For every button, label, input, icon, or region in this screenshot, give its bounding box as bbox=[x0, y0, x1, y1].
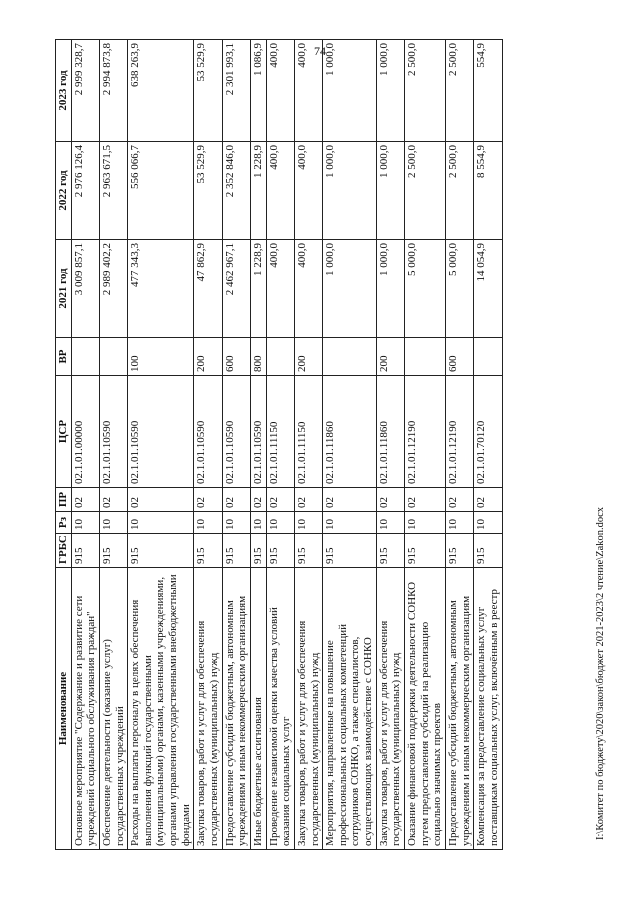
cell-vr bbox=[405, 338, 446, 376]
cell-pr: 02 bbox=[323, 488, 377, 512]
cell-grbs: 915 bbox=[71, 534, 99, 568]
cell-name: Расходы на выплаты персоналу в целях обеспечения выполнения функций государственными (муниципальными) органами, казенными учреждениями, органами управления государственными внебюджетными фондами bbox=[128, 568, 194, 850]
cell-pr: 02 bbox=[222, 488, 250, 512]
cell-name: Закупка товаров, работ и услуг для обеспечения государственных (муниципальных) нужд bbox=[194, 568, 222, 850]
cell-vr: 100 bbox=[128, 338, 194, 376]
rotated-table-container bbox=[55, 40, 606, 850]
cell-name: Иные бюджетные ассигнования bbox=[250, 568, 266, 850]
table-row bbox=[445, 40, 473, 850]
cell-2022: 2 352 846,0 bbox=[222, 142, 250, 240]
cell-2022: 2 976 126,4 bbox=[71, 142, 99, 240]
cell-2023: 1 086,9 bbox=[250, 40, 266, 142]
cell-2022: 1 228,9 bbox=[250, 142, 266, 240]
header-rz: Рз bbox=[56, 512, 72, 534]
cell-pr: 02 bbox=[376, 488, 404, 512]
cell-2021: 47 862,9 bbox=[194, 240, 222, 338]
cell-pr: 02 bbox=[474, 488, 502, 512]
cell-grbs: 915 bbox=[323, 534, 377, 568]
cell-csr: 02.1.01.10590 bbox=[194, 376, 222, 488]
table-header-row bbox=[56, 40, 72, 850]
header-pr: ПР bbox=[56, 488, 72, 512]
cell-name: Обеспечение деятельности (оказание услуг) государственных учреждений bbox=[99, 568, 127, 850]
cell-2023: 2 500,0 bbox=[405, 40, 446, 142]
cell-name: Компенсация за предоставление социальных услуг поставщикам социальных услуг, включённым в реестр bbox=[474, 568, 502, 850]
header-2021: 2021 год bbox=[56, 240, 72, 338]
cell-2022: 400,0 bbox=[294, 142, 322, 240]
cell-rz: 10 bbox=[474, 512, 502, 534]
cell-csr: 02.1.01.11150 bbox=[266, 376, 294, 488]
cell-csr: 02.1.01.12190 bbox=[445, 376, 473, 488]
cell-vr: 200 bbox=[194, 338, 222, 376]
cell-csr: 02.1.01.00000 bbox=[71, 376, 99, 488]
table-row bbox=[222, 40, 250, 850]
cell-2023: 2 999 328,7 bbox=[71, 40, 99, 142]
cell-rz: 10 bbox=[194, 512, 222, 534]
cell-2022: 8 554,9 bbox=[474, 142, 502, 240]
cell-csr: 02.1.01.10590 bbox=[250, 376, 266, 488]
cell-2022: 2 500,0 bbox=[445, 142, 473, 240]
cell-rz: 10 bbox=[376, 512, 404, 534]
cell-pr: 02 bbox=[294, 488, 322, 512]
cell-grbs: 915 bbox=[222, 534, 250, 568]
cell-pr: 02 bbox=[405, 488, 446, 512]
cell-csr: 02.1.01.10590 bbox=[99, 376, 127, 488]
cell-pr: 02 bbox=[250, 488, 266, 512]
header-vr: ВР bbox=[56, 338, 72, 376]
cell-grbs: 915 bbox=[250, 534, 266, 568]
cell-2021: 400,0 bbox=[294, 240, 322, 338]
cell-grbs: 915 bbox=[405, 534, 446, 568]
cell-csr: 02.1.01.11860 bbox=[376, 376, 404, 488]
cell-grbs: 915 bbox=[445, 534, 473, 568]
cell-name: Оказание финансовой поддержки деятельности СОНКО путем предоставления субсидий на реализацию социально значимых проектов bbox=[405, 568, 446, 850]
cell-rz: 10 bbox=[323, 512, 377, 534]
header-name: Наименование bbox=[56, 568, 72, 850]
cell-2022: 2 500,0 bbox=[405, 142, 446, 240]
cell-rz: 10 bbox=[405, 512, 446, 534]
cell-vr: 200 bbox=[376, 338, 404, 376]
budget-table bbox=[55, 39, 503, 850]
cell-grbs: 915 bbox=[376, 534, 404, 568]
table-row bbox=[128, 40, 194, 850]
cell-2021: 5 000,0 bbox=[445, 240, 473, 338]
cell-name: Предоставление субсидий бюджетным, автономным учреждениям и иным некоммерческим организациям bbox=[222, 568, 250, 850]
cell-grbs: 915 bbox=[266, 534, 294, 568]
cell-2021: 1 000,0 bbox=[323, 240, 377, 338]
cell-grbs: 915 bbox=[474, 534, 502, 568]
cell-grbs: 915 bbox=[99, 534, 127, 568]
cell-pr: 02 bbox=[128, 488, 194, 512]
cell-name: Предоставление субсидий бюджетным, автономным учреждениям и иным некоммерческим организациям bbox=[445, 568, 473, 850]
cell-vr: 600 bbox=[445, 338, 473, 376]
cell-rz: 10 bbox=[445, 512, 473, 534]
cell-vr bbox=[99, 338, 127, 376]
cell-csr: 02.1.01.70120 bbox=[474, 376, 502, 488]
cell-2021: 14 054,9 bbox=[474, 240, 502, 338]
cell-2021: 5 000,0 bbox=[405, 240, 446, 338]
cell-rz: 10 bbox=[266, 512, 294, 534]
table-row bbox=[250, 40, 266, 850]
cell-rz: 10 bbox=[128, 512, 194, 534]
cell-2021: 400,0 bbox=[266, 240, 294, 338]
cell-2021: 477 343,3 bbox=[128, 240, 194, 338]
cell-2022: 1 000,0 bbox=[376, 142, 404, 240]
cell-name: Закупка товаров, работ и услуг для обеспечения государственных (муниципальных) нужд bbox=[294, 568, 322, 850]
cell-2023: 1 000,0 bbox=[323, 40, 377, 142]
cell-2023: 638 263,9 bbox=[128, 40, 194, 142]
cell-grbs: 915 bbox=[194, 534, 222, 568]
table-row bbox=[474, 40, 502, 850]
page-number: 74 bbox=[314, 44, 326, 58]
cell-pr: 02 bbox=[71, 488, 99, 512]
cell-2022: 556 066,7 bbox=[128, 142, 194, 240]
cell-vr bbox=[266, 338, 294, 376]
cell-grbs: 915 bbox=[294, 534, 322, 568]
table-row bbox=[323, 40, 377, 850]
header-2023: 2023 год bbox=[56, 40, 72, 142]
cell-name: Основное мероприятие "Содержание и развитие сети учреждений социального обслуживания граждан" bbox=[71, 568, 99, 850]
table-row bbox=[99, 40, 127, 850]
cell-csr: 02.1.01.10590 bbox=[128, 376, 194, 488]
cell-name: Закупка товаров, работ и услуг для обеспечения государственных (муниципальных) нужд bbox=[376, 568, 404, 850]
cell-pr: 02 bbox=[194, 488, 222, 512]
cell-vr bbox=[71, 338, 99, 376]
cell-2023: 400,0 bbox=[294, 40, 322, 142]
table-row bbox=[71, 40, 99, 850]
table-row bbox=[294, 40, 322, 850]
cell-2022: 2 963 671,5 bbox=[99, 142, 127, 240]
cell-csr: 02.1.01.12190 bbox=[405, 376, 446, 488]
cell-2021: 1 228,9 bbox=[250, 240, 266, 338]
header-csr: ЦСР bbox=[56, 376, 72, 488]
cell-csr: 02.1.01.11860 bbox=[323, 376, 377, 488]
cell-2021: 2 462 967,1 bbox=[222, 240, 250, 338]
cell-rz: 10 bbox=[222, 512, 250, 534]
table-row bbox=[405, 40, 446, 850]
table-row bbox=[194, 40, 222, 850]
cell-2023: 2 994 873,8 bbox=[99, 40, 127, 142]
cell-grbs: 915 bbox=[128, 534, 194, 568]
cell-name: Мероприятия, направленные на повышение профессиональных и социальных компетенций сотрудников СОНКО, а также специалистов, осуществляющих взаимодействие с СОНКО bbox=[323, 568, 377, 850]
cell-csr: 02.1.01.11150 bbox=[294, 376, 322, 488]
file-path-footer: I:\Комитет по бюджету\2020\закон\бюджет 2021-2023\2 чтение\Zakon.docx bbox=[595, 506, 606, 840]
cell-vr bbox=[474, 338, 502, 376]
cell-vr: 800 bbox=[250, 338, 266, 376]
table-row bbox=[266, 40, 294, 850]
cell-rz: 10 bbox=[99, 512, 127, 534]
cell-2022: 53 529,9 bbox=[194, 142, 222, 240]
header-2022: 2022 год bbox=[56, 142, 72, 240]
cell-2023: 53 529,9 bbox=[194, 40, 222, 142]
cell-pr: 02 bbox=[99, 488, 127, 512]
cell-2021: 1 000,0 bbox=[376, 240, 404, 338]
cell-vr bbox=[323, 338, 377, 376]
cell-2023: 2 301 993,1 bbox=[222, 40, 250, 142]
cell-2023: 2 500,0 bbox=[445, 40, 473, 142]
cell-rz: 10 bbox=[71, 512, 99, 534]
cell-2022: 400,0 bbox=[266, 142, 294, 240]
cell-vr: 600 bbox=[222, 338, 250, 376]
cell-pr: 02 bbox=[445, 488, 473, 512]
cell-name: Проведение независимой оценки качества условий оказания социальных услуг bbox=[266, 568, 294, 850]
cell-2021: 2 989 402,2 bbox=[99, 240, 127, 338]
cell-vr: 200 bbox=[294, 338, 322, 376]
cell-csr: 02.1.01.10590 bbox=[222, 376, 250, 488]
cell-2023: 554,9 bbox=[474, 40, 502, 142]
header-grbs: ГРБС bbox=[56, 534, 72, 568]
cell-rz: 10 bbox=[250, 512, 266, 534]
cell-2022: 1 000,0 bbox=[323, 142, 377, 240]
cell-2023: 400,0 bbox=[266, 40, 294, 142]
cell-pr: 02 bbox=[266, 488, 294, 512]
table-row bbox=[376, 40, 404, 850]
cell-2021: 3 009 857,1 bbox=[71, 240, 99, 338]
cell-2023: 1 000,0 bbox=[376, 40, 404, 142]
cell-rz: 10 bbox=[294, 512, 322, 534]
